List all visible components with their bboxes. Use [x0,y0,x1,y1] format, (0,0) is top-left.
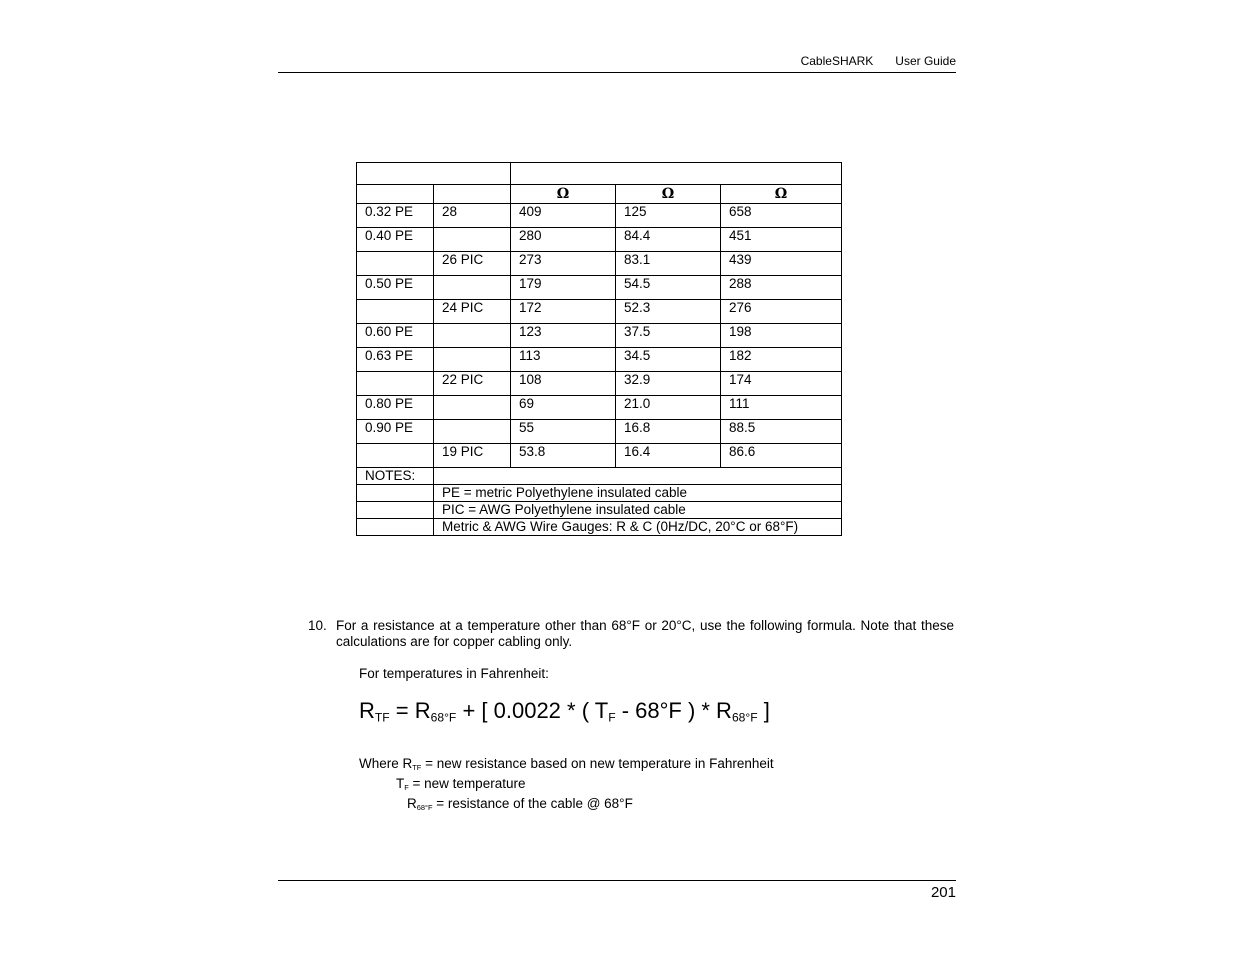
notes-label: NOTES: [357,468,434,485]
legend-text: = resistance of the cable @ 68°F [432,796,633,812]
table-cell [357,444,434,468]
table-cell [357,485,434,502]
notes-row [357,468,842,485]
table-cell: 280 [511,228,616,252]
table-cell [434,468,842,485]
table-cell: 16.8 [616,420,721,444]
ohm-symbol: Ω [511,185,616,204]
table-cell: 21.0 [616,396,721,420]
table-cell [434,348,511,372]
table-cell [357,252,434,276]
table-cell: 111 [721,396,842,420]
formula-part: = R [389,698,431,723]
table-cell: 658 [721,204,842,228]
note-row [357,502,842,519]
step-text: For a resistance at a temperature other than 68°F or 20°C, use the following formula. Note that these calculations are for copper cabling only. [336,618,954,649]
table-title-row [357,163,842,185]
table-row [357,396,842,420]
table-unit-row [357,185,842,204]
legend-subscript: TF [412,763,422,773]
table-cell: 0.80 PE [357,396,434,420]
table-cell: 53.8 [511,444,616,468]
table-cell: 32.9 [616,372,721,396]
table-cell: 52.3 [616,300,721,324]
header-doc: User Guide [895,54,956,68]
table-row [357,420,842,444]
table-cell: 409 [511,204,616,228]
table-cell: 84.4 [616,228,721,252]
table-row [357,276,842,300]
table-cell: 113 [511,348,616,372]
table-row [357,252,842,276]
table-cell: 55 [511,420,616,444]
legend-text: Where R [359,756,413,771]
page-header [278,54,956,73]
table-cell: 172 [511,300,616,324]
legend-line [359,776,774,796]
table-cell: 125 [616,204,721,228]
formula-part: R [359,698,375,723]
table-cell: 34.5 [616,348,721,372]
table-cell: 0.50 PE [357,276,434,300]
table-cell: 198 [721,324,842,348]
table-cell: 54.5 [616,276,721,300]
table-cell: 16.4 [616,444,721,468]
legend-line [359,796,774,816]
table-cell: 28 [434,204,511,228]
table-cell: 108 [511,372,616,396]
table-cell: 24 PIC [434,300,511,324]
formula-lead: For temperatures in Fahrenheit: [359,666,549,681]
table-cell: 179 [511,276,616,300]
table-cell: 26 PIC [434,252,511,276]
table-cell [357,372,434,396]
ohm-symbol: Ω [721,185,842,204]
note-row [357,519,842,536]
table-cell: 439 [721,252,842,276]
table-cell: 451 [721,228,842,252]
table-cell: 37.5 [616,324,721,348]
table-cell: 86.6 [721,444,842,468]
table-cell: 0.60 PE [357,324,434,348]
note-text: PE = metric Polyethylene insulated cable [434,485,842,502]
table-header-cell [357,163,511,185]
table-row [357,444,842,468]
table-cell [434,396,511,420]
step-number: 10. [308,618,327,633]
table-cell: 88.5 [721,420,842,444]
table-cell [357,519,434,536]
legend-subscript: F [404,783,409,793]
table-cell: 0.90 PE [357,420,434,444]
table-cell: 0.40 PE [357,228,434,252]
table-body [357,204,842,468]
legend-text: R [407,796,417,812]
table-cell: 0.63 PE [357,348,434,372]
legend-text: T [396,776,405,792]
formula-legend [359,756,774,817]
table-cell: 182 [721,348,842,372]
formula-part: ] [757,698,770,723]
table-header-cell [511,163,842,185]
table-cell: 276 [721,300,842,324]
table-row [357,324,842,348]
formula-part: + [ 0.0022 * ( T [456,698,609,723]
table-cell: 19 PIC [434,444,511,468]
page-number: 201 [930,884,956,901]
table-cell: 0.32 PE [357,204,434,228]
table-cell: 123 [511,324,616,348]
fahrenheit-formula [359,698,770,725]
table-cell: 22 PIC [434,372,511,396]
table-row [357,228,842,252]
table-row [357,348,842,372]
ohm-symbol: Ω [616,185,721,204]
footer-rule [278,880,956,881]
table-cell [434,185,511,204]
legend-text: = new resistance based on new temperature in Fahrenheit [421,756,774,771]
formula-subscript: 68°F [430,710,457,725]
resistance-table [356,162,842,536]
table-cell [357,502,434,519]
formula-part: - 68°F ) * R [615,698,732,723]
note-text: Metric & AWG Wire Gauges: R & C (0Hz/DC, 20°C or 68°F) [434,519,842,536]
table-row [357,372,842,396]
step-paragraph [308,618,954,650]
legend-subscript: 68°F [416,803,433,813]
table-cell: 83.1 [616,252,721,276]
table-cell [434,324,511,348]
note-row [357,485,842,502]
header-product: CableSHARK [800,54,874,68]
table-cell [357,185,434,204]
table-cell: 69 [511,396,616,420]
table-cell: 273 [511,252,616,276]
table-row [357,204,842,228]
table-cell [434,276,511,300]
table-cell: 288 [721,276,842,300]
table-cell [434,420,511,444]
formula-subscript: F [608,710,616,725]
table-cell: 174 [721,372,842,396]
formula-subscript: 68°F [731,710,758,725]
formula-subscript: TF [374,710,390,725]
table-cell [434,228,511,252]
note-text: PIC = AWG Polyethylene insulated cable [434,502,842,519]
table-row [357,300,842,324]
legend-text: = new temperature [408,776,526,792]
table-cell [357,300,434,324]
legend-line [359,756,774,776]
